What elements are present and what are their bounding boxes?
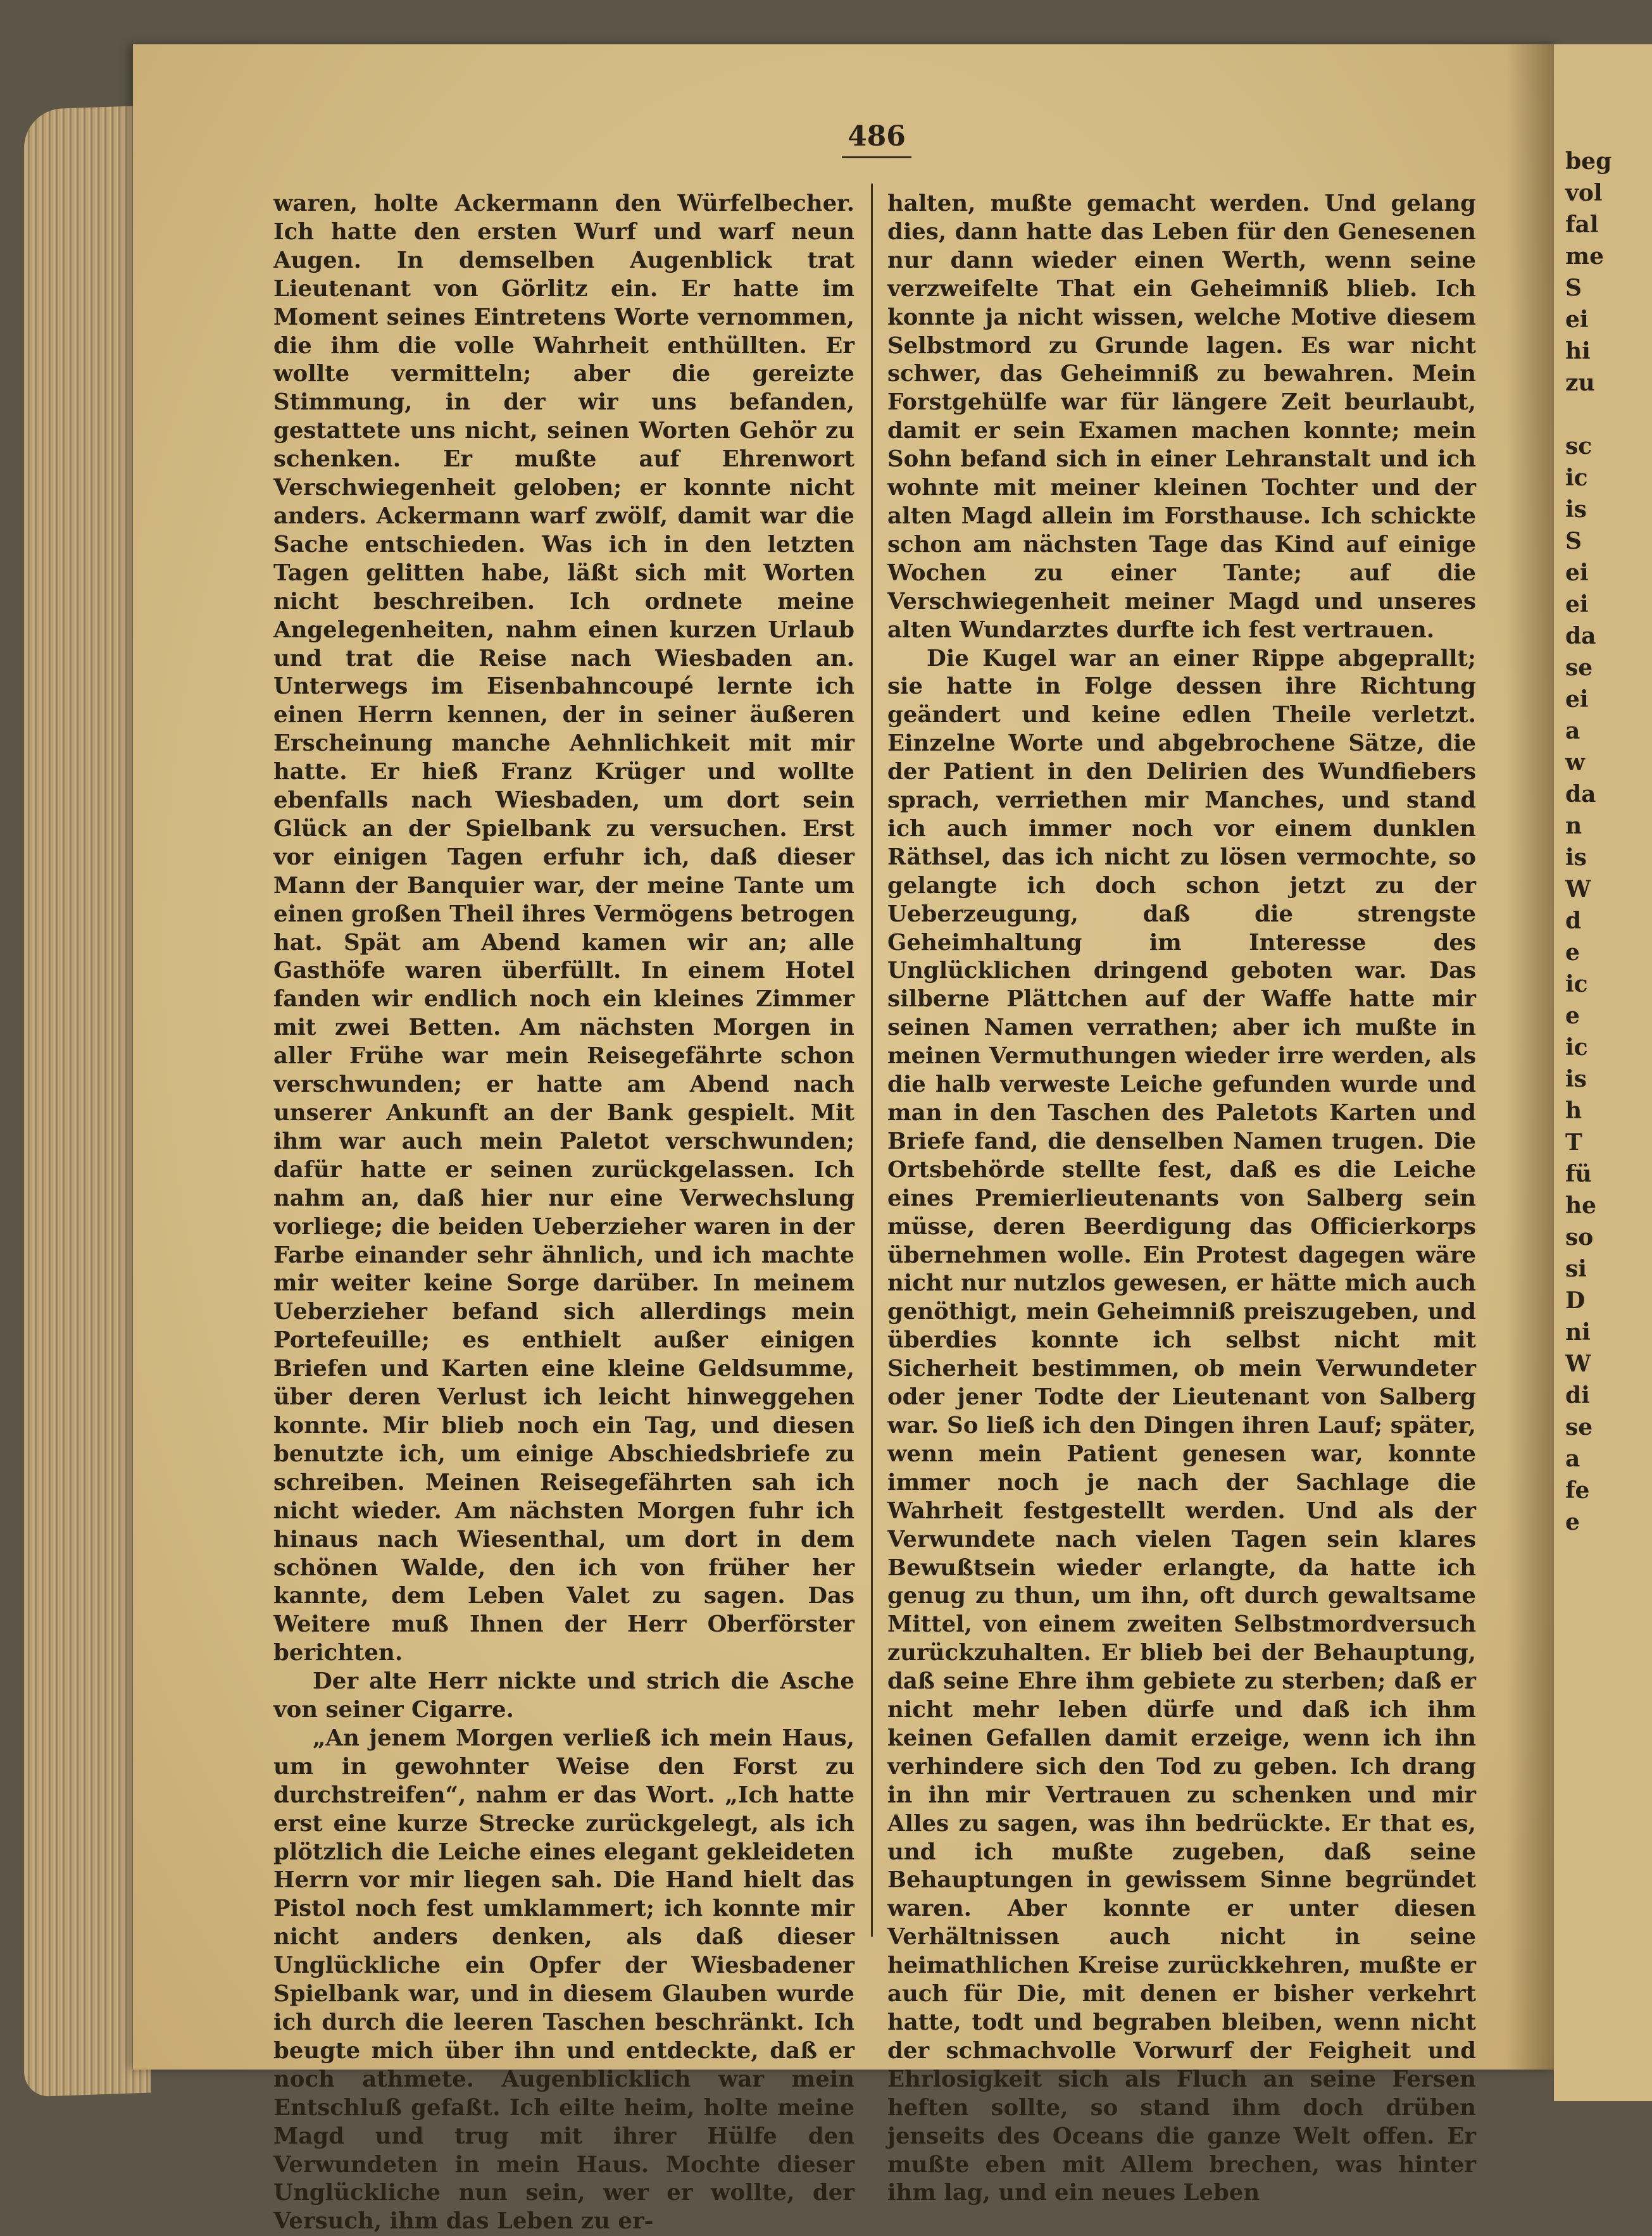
facing-page-line-fragment: is (1565, 1066, 1587, 1092)
facing-page-line-fragment: e (1565, 1002, 1580, 1029)
facing-page-line-fragment: beg (1565, 148, 1612, 175)
facing-page-line-fragment: fü (1565, 1161, 1592, 1187)
facing-page-line-fragment: e (1565, 1509, 1580, 1535)
facing-page-line-fragment: da (1565, 623, 1596, 649)
facing-page-line-fragment: T (1565, 1129, 1582, 1156)
facing-page-line-fragment: sc (1565, 433, 1593, 459)
page-number: 486 (842, 120, 911, 158)
paragraph: Die Kugel war an einer Rippe abgeprallt; sie hatte in Folge dessen ihre Richtung geändert und keine edlen Theile verletzt. Einzelne Worte und abgebrochene Sätze, die der Patient in den Delirien des Wundfiebers sprach, verriethen mir Manches, und stand ich auch immer noch vor einem dunklen Räthsel, das ich nicht zu lösen vermochte, so gelangte ich doch schon jetzt zu der Ueberzeugung, daß die strengste Geheimhaltung im Interesse des Unglücklichen dringend geboten war. Das silberne Plättchen auf der Waffe hatte mir seinen Namen verrathen; aber ich mußte in meinen Vermuthungen wieder irre werden, als die halb verweste Leiche gefunden wurde und man in den Taschen des Paletots Karten und Briefe fand, die denselben Namen trugen. Die Ortsbehörde stellte fest, daß es die Leiche eines Premierlieutenants von Salberg sein müsse, deren Beerdigung das Officierkorps übernehmen wolle. Ein Protest dagegen wäre nicht nur nutzlos gewesen, er hätte mich auch genöthigt, mein Geheimniß preiszugeben, und überdies konnte ich selbst nicht mit Sicherheit bestimmen, ob mein Verwundeter oder jener Todte der Lieutenant von Salberg war. So ließ ich den Dingen ihren Lauf; später, wenn mein Patient genesen war, konnte immer noch je nach der Sachlage die Wahrheit festgestellt werden. Und als der Verwundete nach vielen Tagen sein klares Bewußtsein wieder erlangte, da hatte ich genug zu thun, um ihn, oft durch gewaltsame Mittel, von einem zweiten Selbstmordversuch zurückzuhalten. Er blieb bei der Behauptung, daß seine Ehre ihm gebiete zu sterben; daß er nicht mehr leben dürfe und daß ich ihm keinen Gefallen damit erzeige, wenn ich ihn verhindere sich den Tod zu geben. Ich drang in ihn mir Vertrauen zu schenken und mir Alles zu sagen, was ihn bedrückte. Er that es, und ich mußte zugeben, daß seine Behauptungen in gewissem Sinne begründet waren. Aber konnte er unter diesen Verhältnissen auch nicht in seine heimathlichen Kreise zurückkehren, mußte er auch für Die, mit denen er bisher verkehrt hatte, todt und begraben bleiben, wenn nicht der schmachvolle Vorwurf der Feigheit und Ehrlosigkeit sich als Fluch an seine Fersen heften sollte, so stand ihm doch drüben jenseits des Oceans die ganze Welt offen. Er mußte eben mit Allem brechen, was hinter ihm lag, und ein neues Leben (887, 645, 1476, 2206)
paragraph: halten, mußte gemacht werden. Und gelang dies, dann hatte das Leben für den Genesenen nur dann wieder einen Werth, wenn seine verzweifelte That ein Geheimniß blieb. Ich konnte ja nicht wissen, welche Motive diesem Selbstmord zu Grunde lagen. Es war nicht schwer, das Geheimniß zu bewahren. Mein Forstgehülfe war für längere Zeit beurlaubt, damit er sein Examen machen konnte; mein Sohn befand sich in einer Lehranstalt und ich wohnte mit meiner kleinen Tochter und der alten Magd allein im Forsthause. Ich schickte schon am nächsten Tage das Kind auf einige Wochen zu einer Tante; auf die Verschwiegenheit meiner Magd und unseres alten Wundarztes durfte ich fest vertrauen. (887, 190, 1476, 643)
facing-page-line-fragment: W (1565, 876, 1591, 903)
facing-page-line-fragment: se (1565, 654, 1593, 681)
facing-page-line-fragment: d (1565, 908, 1582, 934)
facing-page-fragment (1554, 44, 1652, 2101)
facing-page-line-fragment: ei (1565, 559, 1589, 586)
facing-page-line-fragment: he (1565, 1192, 1597, 1219)
text-column-left (273, 190, 854, 2236)
column-divider (871, 184, 873, 1937)
facing-page-line-fragment: ei (1565, 306, 1589, 333)
facing-page-line-fragment: vol (1565, 180, 1603, 206)
facing-page-line-fragment: ic (1565, 465, 1588, 491)
facing-page-line-fragment: a (1565, 1446, 1580, 1472)
facing-page-line-fragment: e (1565, 939, 1580, 966)
facing-page-line-fragment: hi (1565, 338, 1591, 365)
facing-page-line-fragment: S (1565, 528, 1582, 554)
facing-page-line-fragment: ni (1565, 1319, 1591, 1346)
facing-page-line-fragment: ic (1565, 1034, 1588, 1061)
facing-page-line-fragment: me (1565, 243, 1604, 270)
facing-page-line-fragment: S (1565, 275, 1582, 301)
facing-page-line-fragment: w (1565, 749, 1585, 776)
facing-page-line-fragment: so (1565, 1224, 1594, 1251)
paragraph: „An jenem Morgen verließ ich mein Haus, um in gewohnter Weise den Forst zu durchstreifen“, nahm er das Wort. „Ich hatte erst eine kurze Strecke zurückgelegt, als ich plötzlich die Leiche eines elegant gekleideten Herrn vor mir liegen sah. Die Hand hielt das Pistol noch fest umklammert; ich konnte mir nicht anders denken, als daß dieser Unglückliche ein Opfer der Wiesbadener Spielbank war, und in diesem Glauben wurde ich durch die leeren Taschen beschränkt. Ich beugte mich über ihn und entdeckte, daß er noch athmete. Augenblicklich war mein Entschluß gefaßt. Ich eilte heim, holte meine Magd und trug mit ihrer Hülfe den Verwundeten in mein Haus. Mochte dieser Unglückliche nun sein, wer er wollte, der Versuch, ihm das Leben zu er- (273, 1725, 854, 2235)
facing-page-line-fragment: zu (1565, 370, 1595, 396)
paragraph: Der alte Herr nickte und strich die Asche von seiner Cigarre. (273, 1668, 854, 1723)
book-gutter-shadow (1506, 44, 1557, 2070)
paragraph: waren, holte Ackermann den Würfelbecher. Ich hatte den ersten Wurf und warf neun Augen. In demselben Augenblick trat Lieutenant von Görlitz ein. Er hatte im Moment seines Eintretens Worte vernommen, die ihm die volle Wahrheit enthüllten. Er wollte vermitteln; aber die gereizte Stimmung, in der wir uns befanden, gestattete uns nicht, seinen Worten Gehör zu schenken. Er mußte auf Ehrenwort Verschwiegenheit geloben; er konnte nicht anders. Ackermann warf zwölf, damit war die Sache entschieden. Was ich in den letzten Tagen gelitten habe, läßt sich mit Worten nicht beschreiben. Ich ordnete meine Angelegenheiten, nahm einen kurzen Urlaub und trat die Reise nach Wiesbaden an. Unterwegs im Eisenbahncoupé lernte ich einen Herrn kennen, der in seiner äußeren Erscheinung manche Aehnlichkeit mit mir hatte. Er hieß Franz Krüger und wollte ebenfalls nach Wiesbaden, um dort sein Glück an der Spielbank zu versuchen. Erst vor einigen Tagen erfuhr ich, daß dieser Mann der Banquier war, der meine Tante um einen großen Theil ihres Vermögens betrogen hat. Spät am Abend kamen wir an; alle Gasthöfe waren überfüllt. In einem Hotel fanden wir endlich noch ein kleines Zimmer mit zwei Betten. Am nächsten Morgen in aller Frühe war mein Reisegefährte schon verschwunden; er hatte am Abend nach unserer Ankunft an der Bank gespielt. Mit ihm war auch mein Paletot verschwunden; dafür hatte er seinen zurückgelassen. Ich nahm an, daß hier nur eine Verwechslung vorliege; die beiden Ueberzieher waren in der Farbe einander sehr ähnlich, und ich machte mir weiter keine Sorge darüber. In meinem Ueberzieher befand sich allerdings mein Portefeuille; es enthielt außer einigen Briefen und Karten eine kleine Geldsumme, über deren Verlust ich leicht hinweggehen konnte. Mir blieb noch ein Tag, und diesen benutzte ich, um einige Abschiedsbriefe zu schreiben. Meinen Reisegefährten sah ich nicht wieder. Am nächsten Morgen fuhr ich hinaus nach Wiesenthal, um dort in dem schönen Walde, den ich von früher her kannte, dem Leben Valet zu sagen. Das Weitere muß Ihnen der Herr Oberförster berichten. (273, 190, 854, 1666)
facing-page-line-fragment: si (1565, 1256, 1587, 1282)
facing-page-line-fragment: da (1565, 781, 1596, 808)
facing-page-line-fragment: fal (1565, 211, 1599, 238)
stacked-page-edges (24, 106, 151, 2097)
facing-page-line-fragment: ic (1565, 971, 1588, 997)
facing-page-line-fragment: a (1565, 718, 1580, 744)
text-column-right (887, 190, 1476, 2208)
facing-page-line-fragment: se (1565, 1414, 1593, 1440)
facing-page-line-fragment: h (1565, 1097, 1582, 1124)
facing-page-line-fragment: di (1565, 1382, 1590, 1409)
facing-page-line-fragment: is (1565, 496, 1587, 523)
facing-page-line-fragment: is (1565, 844, 1587, 871)
facing-page-line-fragment: W (1565, 1351, 1591, 1377)
facing-page-line-fragment: ei (1565, 686, 1589, 713)
facing-page-line-fragment: D (1565, 1287, 1586, 1314)
facing-page-line-fragment: fe (1565, 1477, 1590, 1504)
facing-page-line-fragment: ei (1565, 591, 1589, 618)
facing-page-line-fragment: n (1565, 813, 1582, 839)
